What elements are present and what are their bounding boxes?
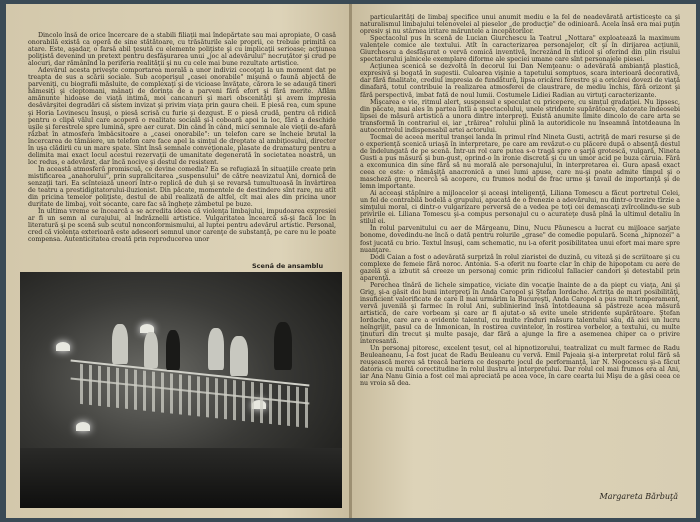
author-signature: Margareta Bărbuţă <box>599 492 678 501</box>
paragraph: Spectacolul pus în scenă de Lucian Giurchescu la Teatrul „Nottara" exploatează la maximum valenţele comice ale textului. Atît în caracterizarea personajelor, cît şi în dirijarea acţiunii, Giurchescu a desfăşurat o vervă comică inventivă, încrezând în ridicol şi oferind din plin risului spectatorului jalnicele exemplare diforme ale speciei umane care sînt personajele piesei. <box>360 35 680 64</box>
paragraph: În ultima vreme se încearcă a se acredita ideea că violenţa limbajului, impudoarea expresiei ar fi un semn al curajului, al îndrăznelii artistice. Vulgaritatea încearcă să-şi facă loc în literatură şi pe scenă sub scutul nonconformismului, al luptei pentru adevărul artistic. Personal, cred că violenţa exterioară este adeseori semnul unor carenţe de substanţă, pe care nu le poate compensa. Autenticitatea creată prin reproducerea unor <box>28 208 336 244</box>
actor-figure <box>112 324 128 364</box>
actor-figure <box>144 332 158 368</box>
actor-figure <box>208 328 224 370</box>
chandelier-icon <box>56 342 70 351</box>
paragraph: Dincolo însă de orice încercare de a stabili filiaţii mai îndepărtate sau mai apropiate, O casă onorabilă există ca operă de sine stătătoare, cu trăsăturile sale proprii, ce trebuie primită ca atare. Este, aşadar, o farsă abil ţesută cu elemente poliţiste şi cu implicaţii serioase; acţiunea poliţistă devenind un pretext pentru desfăşurarea unui „joc al adevărului" necruţător şi crud pe alocuri, dar rămânînd la periferia realităţii şi nu cu cele mai bune rezultate artistice. <box>28 32 336 68</box>
paragraph: Adevărul acesta priveşte comportarea morală a unor indivizi cocoţaţi la un moment dat pe treapta de sus a scării sociale. Sub acoperişul „casei onorabile" mişună o faună abjectă de parveniţi, cu biografii măsluite, de complexaţi şi de vicioase învăţate, cărora le se adaugă tineri hămesiţi şi cleptomani, mânaţi de dorinţa de a parveni fără efort şi fără merite. Aflăm amănunte hidoase de viaţă intimă, moi cancanuri şi mari obscenităţi şi avem impresia desăvârşitei degradări că sistem invizat şi privim viaţa prin gaura cheii. E piesă rea, cum spune şi Horia Lovinescu însuşi, o piesă scrisă cu furie şi dezgust. E o piesă crudă, pentru că ridică pentru o clipă vălul care acoperă o realitate socială şi-l coboară apoi la loc, fără a deschide uşile şi ferestrele spre lumină, spre aer curat. Din când în când, mici semnale ale vieţii de-afară răzbat în atmosfera îmbâcsitoare a „casei onorabile": un telefon care se încheie brutal la încercarea de tămâiere, un telefon care face apel la simţul de dreptate al ambiţiosului, directer în uşa clădirii cu un mare spate. Sînt însă semnale conveţionale, plasate de dramaturg pentru a delimita mai exact locul acestui rezervaţii de umanitate degenerată în societatea noastră, un loc redus, e adevărat, dar încă nocive şi destul de resistent. <box>28 67 336 166</box>
right-page <box>352 4 696 518</box>
paragraph: În rolul parvenitului cu aer de Mărgeanu, Dinu, Nucu Păunescu a lucrat cu mijloace sarjate bonome, dovedindu-ne încă o dată pentru rolurile „grase" de comedie populară. Scena „hipnozei" a fost jucată cu brio. Textul însuşi, cam schematic, nu i-a oferit posibilitatea unui efort mai mare spre nuanţare. <box>360 225 680 254</box>
paragraph: Acţiunea scenică se dezvoltă în decorul lui Dan Nemţeanu: o adevărată ambianţă plastică, expresivă şi bogată în sugestii. Culoarea vişinie a tapetului somptuos, scara interioară decorativă, dar fără finalitate, crediul impresia de fundătură, lipsa oricărei ferestre şi a oricărei dovezi de viaţă dinafară, totul contribuie la realizarea atmosferei de claustrare, de mediu închis, fără orizont şi fără perspectivă, imbat fată de noul lumii. Costumele Lidiei Radian au virtuţi caracterizante. <box>360 63 680 99</box>
stage-floor <box>20 448 342 508</box>
paragraph: În această atmosferă promiscuă, ce devine comedia? Ea se refugiază în situaţiile create prin mistificarea „anahorului", prin supralicitarea „suspensului" de către neavizatul Ani, dornică de senzaţii tari. Ea scînteiază uneori într-o replică de duh şi se revarsă tumultuoasă în învârtirea de teatru a prestidigitatorului-iluzionist. Din păcate, momentele de destindere sînt rare, nu atît din pricina temelor poliţiste, destul de abil realizată de altfel, cît mai ales din pricina unor duritate de limbaj, voit socante, care fac să îngheţe zâmbetul pe buze. <box>28 165 336 209</box>
paragraph: Ai acceaşi stăpînire a mijloacelor şi aceaşi inteligenţă, Liliana Tomescu a făcut portretul Celei, un fel de contrabilă bodelă a grupului, apucată de o frenezie a adevărului, nu dintr-o trezire tîrzie a simţului moral, ci dintr-o vulgarizare perversă de a vedea pe toţi cei demascaţi zvîrcolindu-se sub privirile ei. Liliana Tomescu şi-a compus personajul cu o acurateţe dusă pînă la ultimul detaliu în stilul ei. <box>360 190 680 226</box>
scene-photo <box>20 272 342 508</box>
photo-caption: Scenă de ansamblu <box>252 262 324 270</box>
paragraph: Mişcarea e vie, ritmul alert, suspensul e speculat cu pricepere, cu simţul gradaţiei. Nu lipsesc, din păcate, mai ales în partea întîi a spectacolului, unele stridente supărătoare, datorate îndeosebi lipsei de măsură artistică a unora dintre interpreţi. Există anumite limite dincolo de care arta se transformă în contrariul ei, iar „trăirea" rolului plină la autoridicole nu înseamnă întotdeauna în autocontrolul indispensabil artei actorului. <box>360 98 680 134</box>
left-article-text <box>28 32 336 243</box>
left-page <box>6 4 350 518</box>
actor-figure <box>166 330 180 370</box>
paragraph: Un personaj pitoresc, excelent ţesut, cel al hipnotizorului, teatralizat cu mult farmec de Radu Beuleaneanu, l-a fost jucat de Radu Beuleanu cu vervă. Emil Pajeaia şi-a interpretat rolul fără să reuşească mereu să treacă bariera ce desparte jocul de performanţă, iar N. Nogocescu şi-a făcut datoria cu multă corectitudine în rolul ilustru al interpretului. Dar rolul cel mai frumos era al Ani, iar Ana Nanu Ginia a fost cel mai apreciată pe acea voce, în care cearta lui Mişu de a găsi ceea ce nu vroia să dea. <box>360 345 680 388</box>
paragraph: Dodi Caian a fost o adevărată surpriză în rolul ziaristei de duzină, cu viteză şi de scriitoare şi cu complexe de femeie fără noroc. Antonia. S-a oferit nu foarte clar în chip de hipopotam cu aere de gazelă şi a izbutit să creeze un personaj comic prin ridicolul fallacier candori şi detestabil prin aparenţă. <box>360 253 680 282</box>
actor-figure <box>230 336 248 376</box>
paragraph: particularităţi de limbaj specifice unui anumit mediu e la fel de neadevărată artisticeşte ca şi naturalismul limbajului telenovelei al pieselor „de producţie" de odinioară. Acela însă era mai puţin opresiv şi nu stârnea iritare măruntele a incepătorilor. <box>360 14 680 36</box>
magazine-spread <box>6 4 696 518</box>
paragraph: Perechea tînără de lichele simpatice, viciate din vocaţie înainte de a da piept cu viaţa, Ani şi Grig, şi-a găsit doi buni interpreţi în Anda Caropol şi Ştefan Iordache. Actriţa de mari posibilităţi, insuficient valorificate de care îl mai urmărim la Bucureşti, Anda Caropol a pus mult temperament, vervă juvenilă şi farmec în rolul Ani, sublinierind însă întotdeauna să păstreze acea măsură artistică, de care vorbeam şi care ar fi ajutat-o să evite unele stridente supărătoare. Ştefan Iordache, care are a evidente talentul, cu multe rînduri măsura talentului său, dă aici un lucru neîngrijit, pasul ca de Înmonican, în rostirea cuvintelor, în rostirea vorbelor, a textului, cu multe ţinuturi din trecut şi multe pasaje, dar fără a ajunge la fire a asemenea chiper ca o privire interesantă. <box>360 281 680 346</box>
chandelier-icon <box>76 422 90 431</box>
paragraph: Tocmai de aceea meritul tranşei landa în primul rînd Nineta Gusti, actriţă de mari resurse şi de o experienţă scenică uriaşă în interpretare, pe care am revăzut-o cu plăcere după o absenţă destul de îndelungată de pe scenă. Într-un rol care putea s-o tragă spre o şarjă grotescă, vulgară, Nineta Gusti a pus măsură şi bun-gust, oprind-o în ironie discretă şi cu un umor acid pe buza căruia. Fără a excomunica din sine fără să nu morală ale personajului, în interpretarea ei. Gura apasă exact ceea ce este: o rămăşiţă anacronică a unei lumi apuse, care nu-şi poate admite timpul şi o mascheză greu, încercă să acopere, cu frumos nodul de frac urme şi tavail de importanţă şi de lemn importante. <box>360 133 680 191</box>
actor-figure <box>274 322 292 370</box>
right-article-text <box>360 14 680 387</box>
